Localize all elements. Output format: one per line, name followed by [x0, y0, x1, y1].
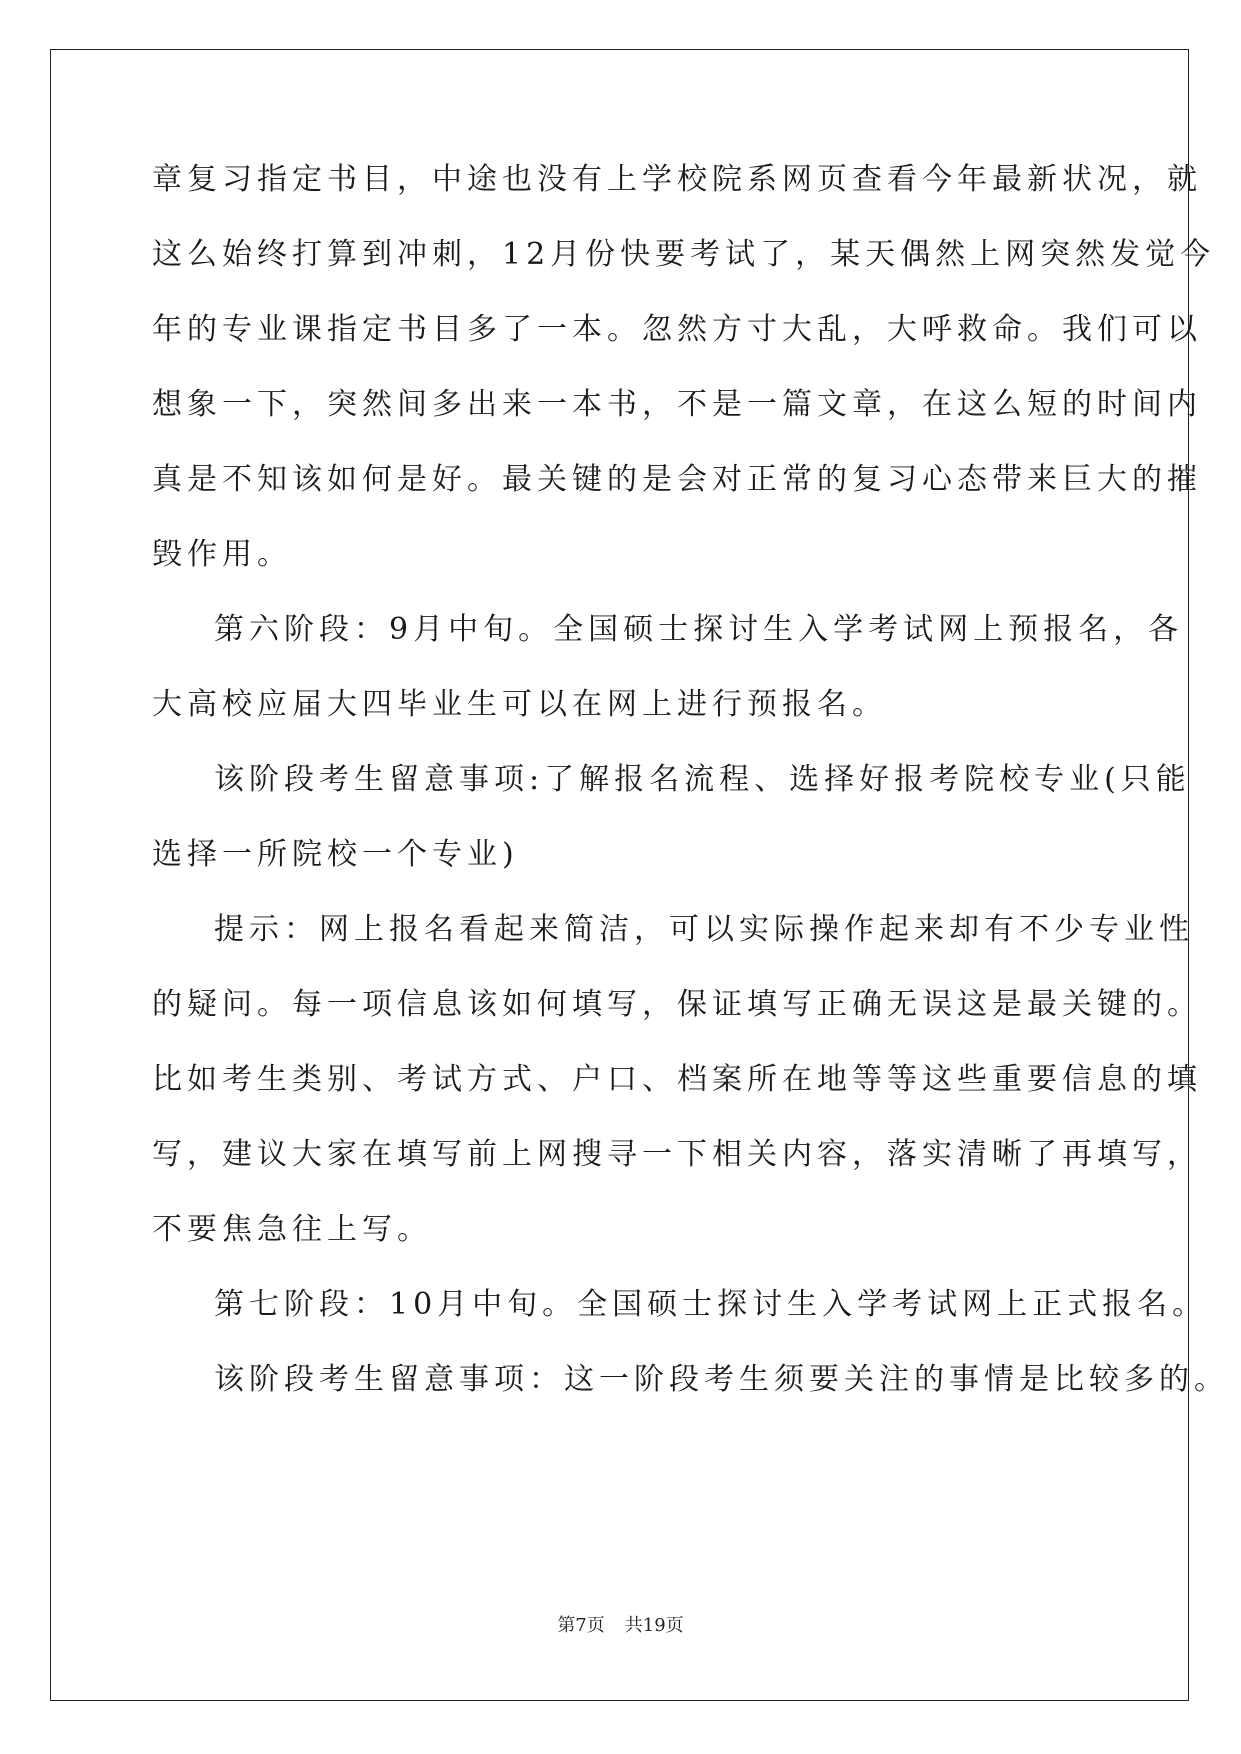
text-line: 大高校应届大四毕业生可以在网上进行预报名。: [152, 687, 887, 722]
page-footer: [0, 1614, 1241, 1638]
text-line: 想象一下，突然间多出来一本书，不是一篇文章，在这么短的时间内: [152, 387, 1202, 422]
text-line: 不要焦急往上写。: [152, 1212, 432, 1247]
text-line: 的疑问。每一项信息该如何填写，保证填写正确无误这是最关键的。: [152, 987, 1202, 1022]
page-number: 第7页: [557, 1615, 605, 1636]
text-line: 真是不知该如何是好。最关键的是会对正常的复习心态带来巨大的摧: [152, 462, 1202, 497]
paragraph-first-line: 第六阶段：9月中旬。全国硕士探讨生入学考试网上预报名，各: [214, 612, 1184, 647]
text-line: 写，建议大家在填写前上网搜寻一下相关内容，落实清晰了再填写，: [152, 1137, 1202, 1172]
paragraph-first-line: 该阶段考生留意事项:了解报名流程、选择好报考院校专业(只能: [214, 762, 1191, 797]
text-line: 这么始终打算到冲刺，12月份快要考试了，某天偶然上网突然发觉今: [152, 237, 1216, 272]
page-total: 共19页: [624, 1615, 684, 1636]
text-line: 毁作用。: [152, 537, 292, 572]
page-border: [50, 49, 1189, 1701]
text-line: 章复习指定书目，中途也没有上学校院系网页查看今年最新状况，就: [152, 162, 1202, 197]
paragraph-first-line: 第七阶段：10月中旬。全国硕士探讨生入学考试网上正式报名。: [214, 1287, 1208, 1322]
paragraph-first-line: 提示：网上报名看起来简洁，可以实际操作起来却有不少专业性: [214, 912, 1194, 947]
text-line: 选择一所院校一个专业): [152, 837, 519, 872]
paragraph-first-line: 该阶段考生留意事项：这一阶段考生须要关注的事情是比较多的。: [214, 1362, 1229, 1397]
text-line: 年的专业课指定书目多了一本。忽然方寸大乱，大呼救命。我们可以: [152, 312, 1202, 347]
text-line: 比如考生类别、考试方式、户口、档案所在地等等这些重要信息的填: [152, 1062, 1202, 1097]
